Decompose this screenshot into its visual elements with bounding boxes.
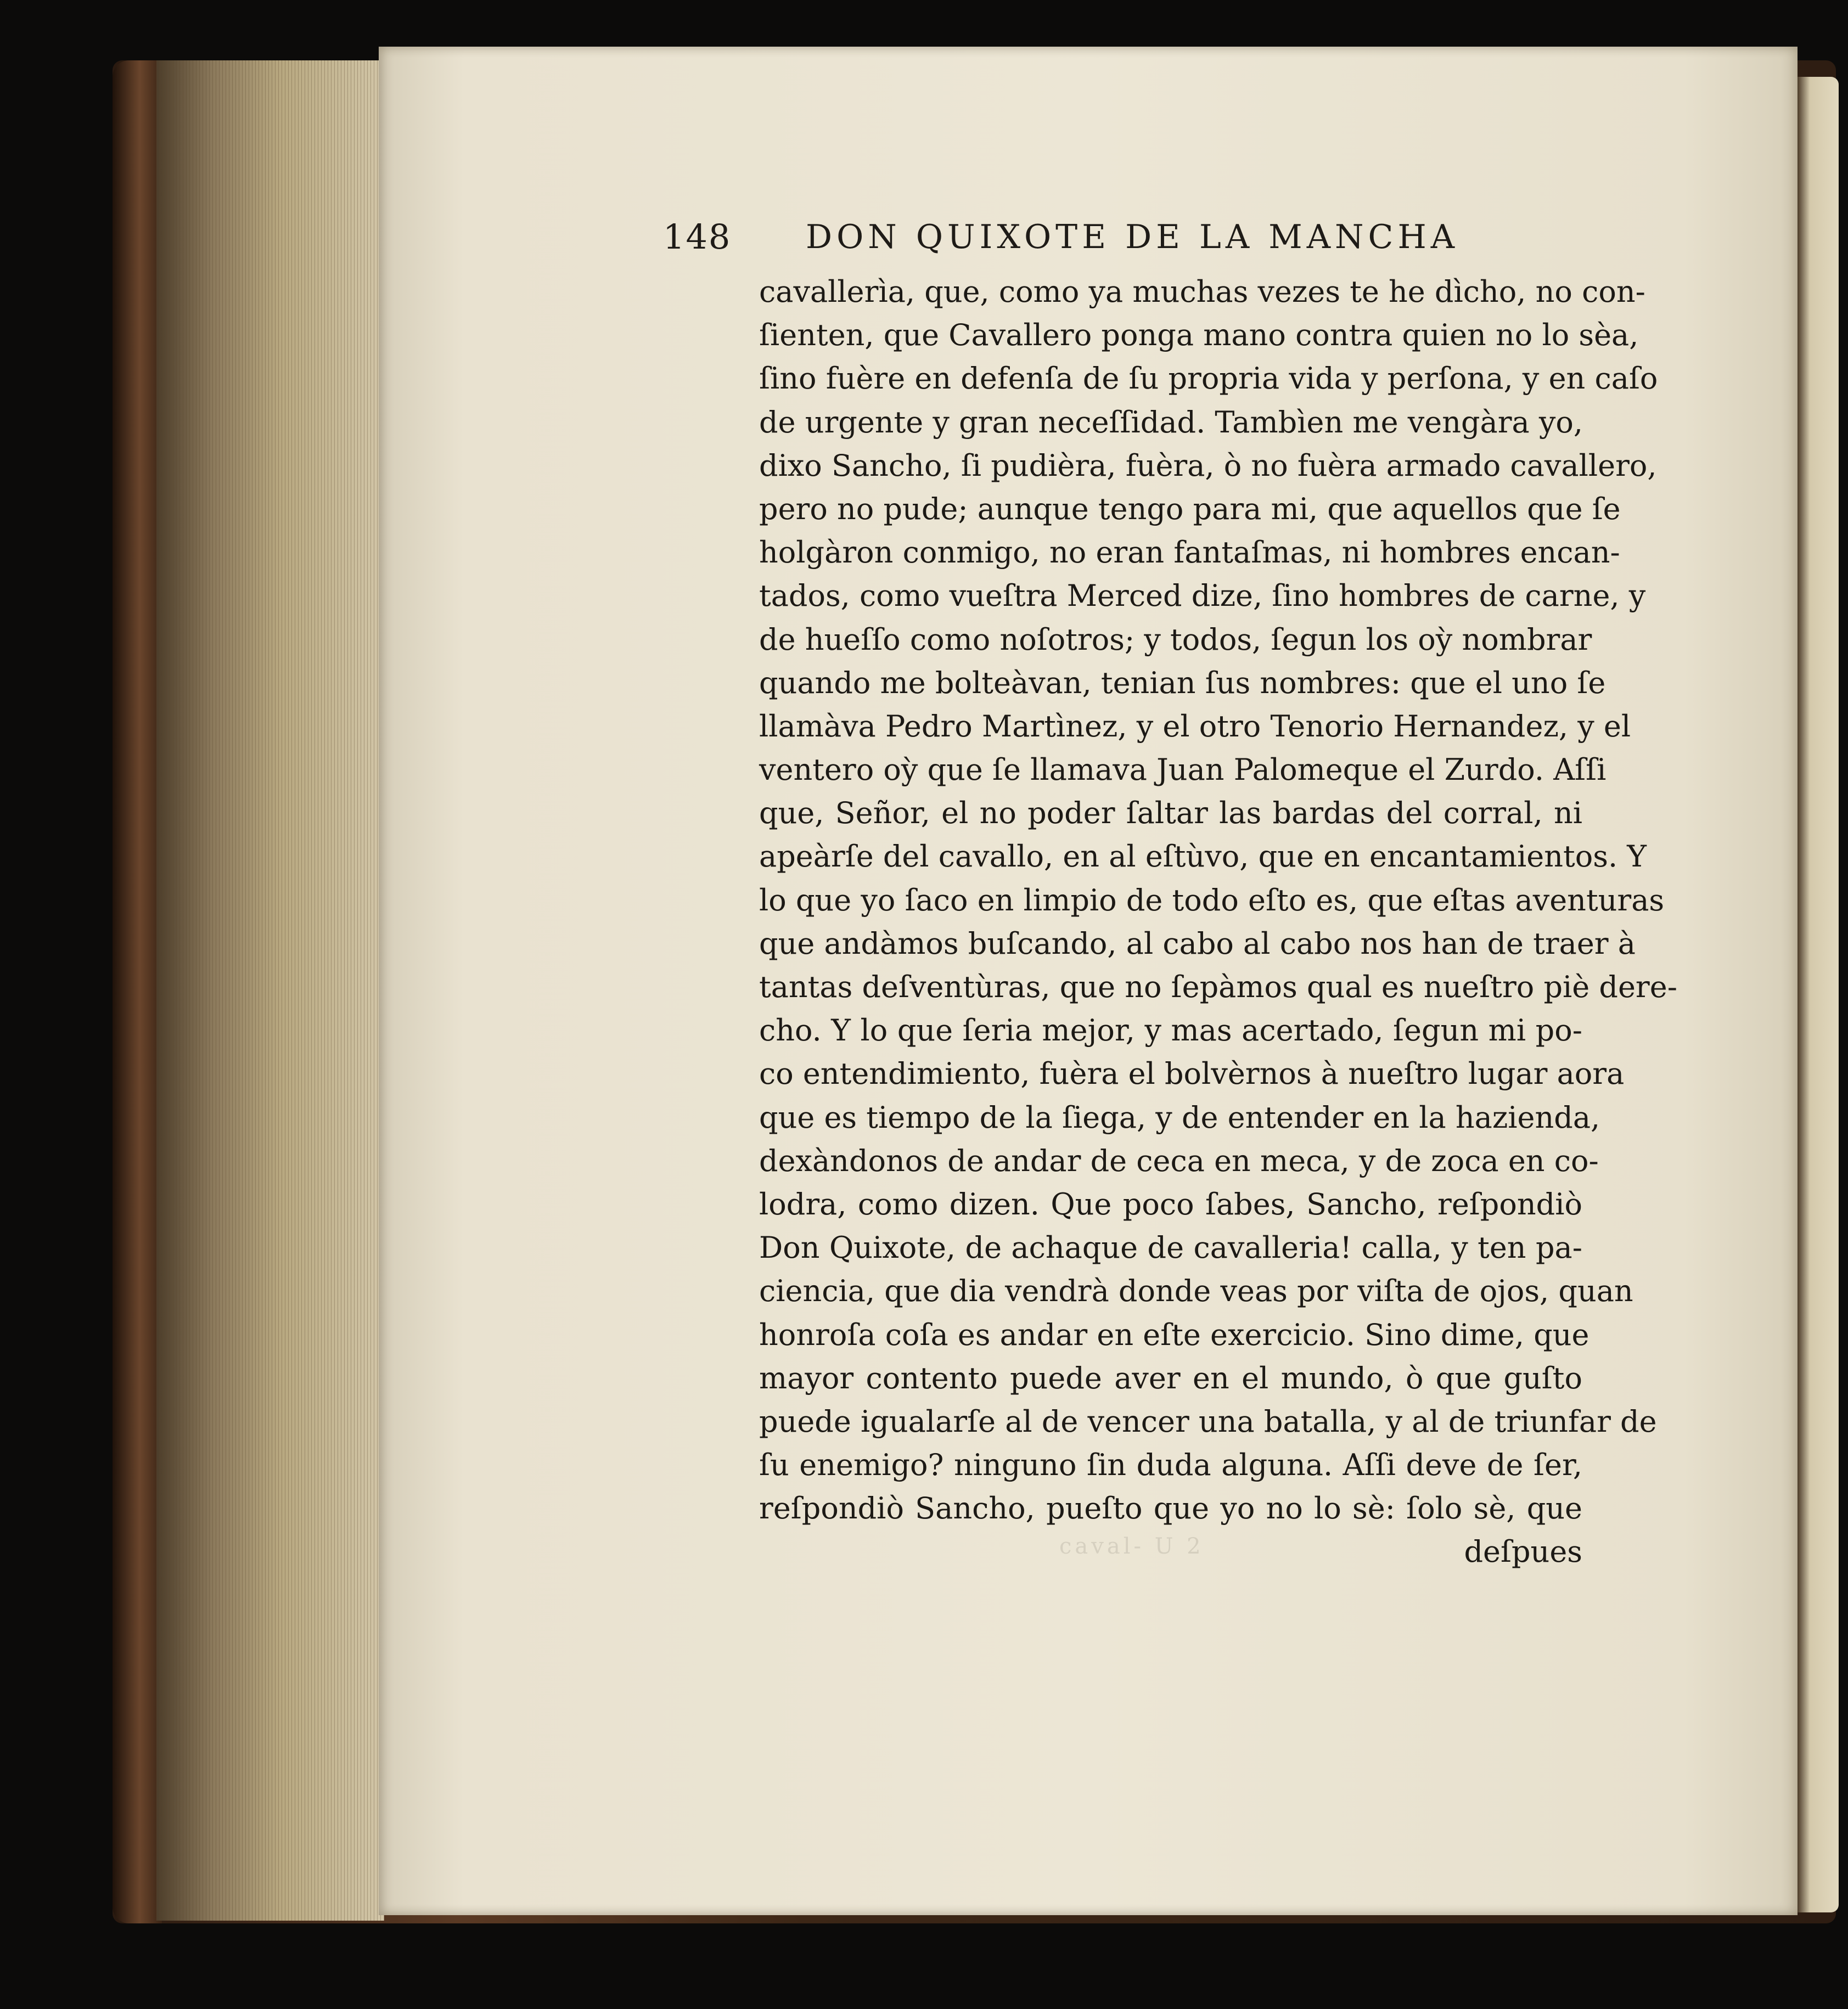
text-line: dixo Sancho, ſi pudièra, fuèra, ò no fuèra armado cavallero, [759,448,1657,483]
text-line: lodra, como dizen. Que poco ſabes, Sancho, reſpondiò [759,1186,1582,1222]
text-line: ſino fuère en defenſa de ſu propria vida y perſona, y en caſo [759,361,1658,396]
text-line: puede igualarſe al de vencer una batalla, y al de triunfar de [759,1404,1657,1439]
text-line: tados, como vueſtra Merced dize, ſino hombres de carne, y [759,578,1646,614]
text-line: quando me bolteàvan, tenian ſus nombres: que el uno ſe [759,665,1606,700]
show-through-text: caval- U 2 [1059,1534,1204,1559]
text-line: llamàva Pedro Martìnez, y el otro Tenorio Hernandez, y el [759,708,1631,744]
text-line: de hueſſo como noſotros; y todos, ſegun los oỳ nombrar [759,622,1592,657]
text-line: lo que yo ſaco en limpio de todo eſto es, que eſtas aventuras [759,882,1665,918]
text-line: pero no pude; aunque tengo para mi, que aquellos que ſe [759,491,1621,526]
text-line: holgàron conmigo, no eran fantaſmas, ni hombres encan- [759,535,1620,570]
text-line: honroſa coſa es andar en eſte exercicio. Sino dime, que [759,1317,1589,1352]
leather-spine [113,60,162,1923]
text-line: ſu enemigo? ninguno ſin duda alguna. Aſſi deve de ſer, [759,1448,1582,1483]
text-line: apeàrſe del cavallo, en al eſtùvo, que en encantamientos. Y [759,839,1647,874]
text-line: reſpondiò Sancho, pueſto que yo no lo sè: ſolo sè, que [759,1491,1582,1526]
text-line: ſienten, que Cavallero ponga mano contra quien no lo sèa, [759,318,1639,353]
text-line: ventero oỳ que ſe llamava Juan Palomeque el Zurdo. Aſſi [759,752,1607,787]
page-edges [156,60,384,1921]
text-line: tantas deſventùras, que no ſepàmos qual es nueſtro piè dere- [759,970,1677,1004]
text-line: ciencia, que dia vendrà donde veas por viſta de ojos, quan [759,1274,1633,1309]
text-line: cho. Y lo que ſeria mejor, y mas acertado, ſegun mi po- [759,1013,1582,1048]
text-line: Don Quixote, de achaque de cavalleria! calla, y ten pa- [759,1230,1582,1265]
running-title: DON QUIXOTE DE LA MANCHA [806,218,1459,256]
page-number: 148 [663,217,732,257]
text-line: mayor contento puede aver en el mundo, ò que guſto [759,1360,1582,1395]
page-header [663,217,1522,266]
text-line: que, Señor, el no poder ſaltar las bardas del corral, ni [759,796,1582,831]
text-line: que andàmos buſcando, al cabo al cabo nos han de traer à [759,926,1636,961]
text-line: que es tiempo de la ſiega, y de entender en la hazienda, [759,1100,1600,1135]
text-line: de urgente y gran neceſſidad. Tambìen me vengàra yo, [759,404,1583,440]
text-line: cavallerìa, que, como ya muchas vezes te he dìcho, no con- [759,274,1645,309]
text-line: co entendimiento, fuèra el bolvèrnos à nueſtro lugar aora [759,1056,1625,1091]
catchword: deſpues [1464,1534,1582,1569]
body-text [759,270,1677,1574]
text-line: dexàndonos de andar de ceca en meca, y de zoca en co- [759,1143,1599,1178]
facing-page-edge [1798,77,1839,1912]
